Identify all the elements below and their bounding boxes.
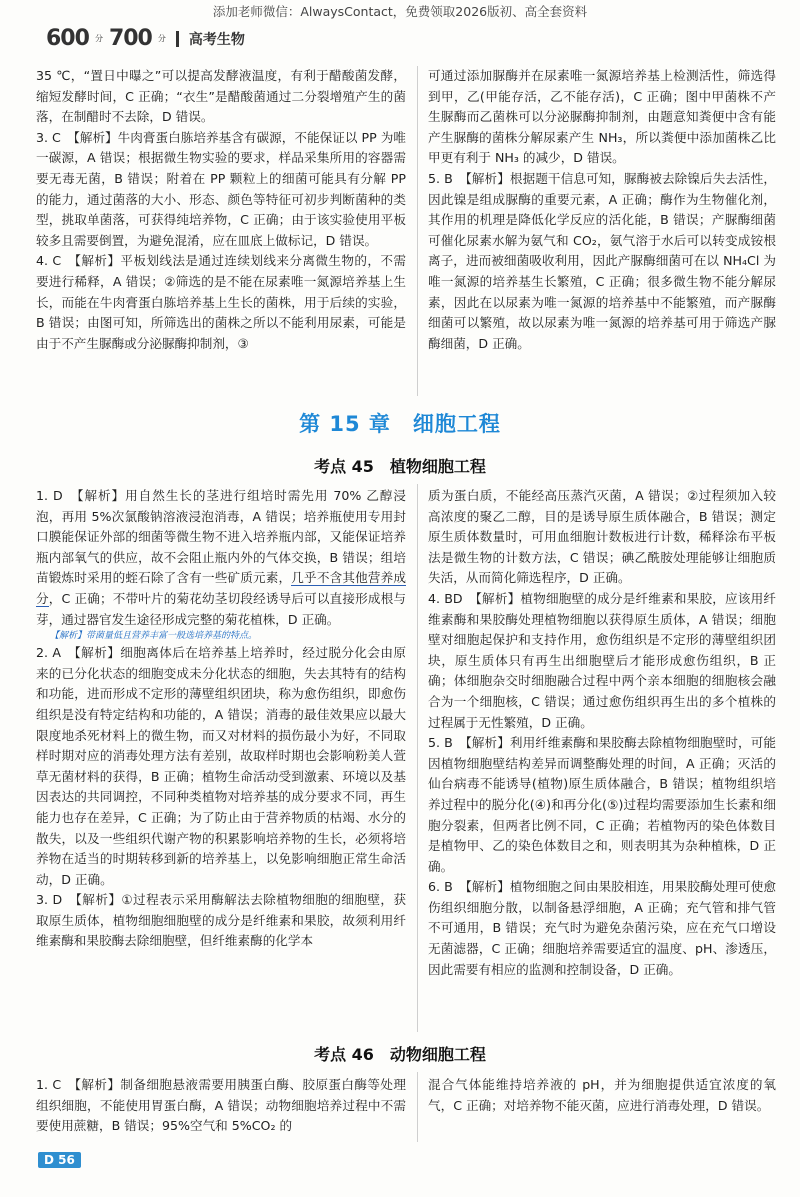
bottom-left-column [36,1075,406,1137]
answer-paragraph: 3. D 【解析】①过程表示采用酶解法去除植物细胞的细胞壁，获取原生质体，植物细胞细胞壁的成分是纤维素和果胶，故须利用纤维素酶和果胶酶去除细胞壁，但纤维素酶的化学本 [36,892,406,949]
answer-paragraph: 2. A 【解析】细胞离体后在培养基上培养时，经过脱分化会由原来的已分化状态的细胞变成未分化状态的细胞，失去其特有的结构和功能，进而形成不定形的薄壁组织团块，称为愈伤组织，即愈伤组织是没有特定结构和功能的，A 错误；消毒的最佳效果应以最大限度地杀死材料上的微生物，而又对材料的损伤最小为好，不同取样时期对应的消毒处理方法有差别，故取样时期也会影响粉美人萱草无菌材料的获得，B 正确；植物生命活动受到激素、环境以及基因表达的共同调控，不同种类植物对培养基的成分要求不同，再生能力也存在差异，C 正确；为了防止由于营养物质的枯竭、水分的散失，以及一些组织代谢产物的积累影响培养物的生长，必须将培养物在适当的时期转移到新的培养基上，以免影响细胞正常生命活动，D 正确。 [36,645,406,887]
answer-text: ，C 正确；不带叶片的菊花幼茎切段经诱导后可以直接形成根与芽，通过器官发生途径形成完整的菊花植株，D 正确。 [36,590,407,627]
answer-paragraph: 35 ℃，“置日中曝之”可以提高发酵液温度，有利于醋酸菌发酵，缩短发酵时间，C 正确；“衣生”是醋酸菌通过二分裂增殖产生的菌落，在制醋时不去除，D 错误。 [36,68,406,125]
brand-divider [176,31,179,47]
underlined-text: 几乎不含其他营养成分 [36,570,407,606]
answer-text: 1. D 【解析】用自然生长的茎进行组培时需先用 70% 乙醇浸泡，再用 5%次氯酸钠溶液浸泡消毒，A 错误；培养瓶使用专用封口膜能保证外部的细菌等微生物不进入培养瓶内部，又能保证培养瓶内部氧气的供应，故不会阻止瓶内外的气体交换，B 错误；组培苗锻炼时采用的蛭石除了含有一些矿质元素， [36,488,406,586]
brand-unit2: 分 [157,34,166,43]
answer-paragraph: 4. BD 【解析】植物细胞壁的成分是纤维素和果胶，应该用纤维素酶和果胶酶处理植物细胞以获得原生质体，A 错误；细胞壁对细胞起保护和支持作用，愈伤组织是不定形的薄壁组织团块，原生质体只有再生出细胞壁后才能形成愈伤组织，B 正确；体细胞杂交时细胞融合过程中两个亲本细胞的细胞核会融合为一个细胞核，C 错误；通过愈伤组织再生出的多个植株的过程属于无性繁殖，D 正确。 [428,590,776,730]
column-divider-top [417,66,418,396]
brand-subject: 高考生物 [188,31,245,48]
brand-score1: 600 [46,26,89,51]
answer-paragraph: 5. B 【解析】根据题干信息可知，脲酶被去除镍后失去活性，因此镍是组成脲酶的重要元素，A 正确；酶作为生物催化剂，其作用的机理是降低化学反应的活化能，B 错误；产脲酶细菌可催化尿素水解为氨气和 CO₂，氨气溶于水后可以转变成铵根离子，进而被细菌吸收利用，因此产脲酶细菌可在以 NH₄Cl 为唯一氮源的培养基生长繁殖，C 正确；很多微生物不能分解尿素，因此在以尿素为唯一氮源的培养基中不能繁殖，而产脲酶细菌可以繁殖，故以尿素为唯一氮源的培养基可用于筛选产脲酶细菌，D 正确。 [428,170,776,351]
answer-paragraph [36,486,406,630]
watermark: 添加老师微信：AlwaysContact，免费领取2026版初、高全套资料 [212,4,588,19]
column-divider-mid [417,484,418,1032]
column-divider-bottom [417,1072,418,1142]
top-right-column [428,66,776,354]
answer-paragraph: 可通过添加脲酶并在尿素唯一氮源培养基上检测活性，筛选得到甲，乙(甲能存活，乙不能存活)，C 正确；图中甲菌株不产生脲酶而乙菌株可以分泌脲酶抑制剂，由题意知粪便中含有能产生脲酶的菌株分解尿素产生 NH₃，所以粪便中添加菌株乙比甲更有利于 NH₃ 的减少，D 错误。 [428,68,776,166]
page-number: D 56 [38,1152,81,1168]
top-left-column [36,66,406,354]
handwritten-note: 【解析】带菌量低且营养丰富一般选培养基的特点。 [50,631,258,642]
chapter-title: 第 15 章 细胞工程 [299,412,501,436]
section-title-45: 考点 45 植物细胞工程 [314,457,486,476]
brand-score2: 700 [108,26,152,51]
answer-paragraph: 5. B 【解析】利用纤维素酶和果胶酶去除植物细胞壁时，可能因植物细胞壁结构差异而调整酶处理的时间，A 正确；灭活的仙台病毒不能诱导(植物)原生质体融合，B 错误；植物组织培养过程中的脱分化(④)和再分化(⑤)过程均需要添加生长素和细胞分裂素，但两者比例不同，C 正确；若植物丙的染色体数目是植物甲、乙的染色体数目之和，则表明其为杂种植株，D 正确。 [428,735,776,874]
answer-paragraph: 3. C 【解析】牛肉膏蛋白胨培养基含有碳源，不能保证以 PP 为唯一碳源，A 错误；根据微生物实验的要求，样品采集所用的容器需要无毒无菌，B 错误；附着在 PP 颗粒上的细菌可能具有分解 PP 的能力，通过菌落的大小、形态、颜色等特征可初步判断菌种的类型，挑取单菌落，可获得纯培养物，C 正确；由于该实验使用平板较多且需要倒置，为避免混淆，应在皿底上做标记，D 错误。 [36,129,406,248]
brand-logo [46,26,245,51]
answer-paragraph: 质为蛋白质，不能经高压蒸汽灭菌，A 错误；②过程须加入较高浓度的聚乙二醇，目的是诱导原生质体融合，B 错误；测定原生质体数量时，可用血细胞计数板进行计数，稀释涂布平板法是微生物的计数方法，C 错误；碘乙酰胺处理能够让细胞质失活，从而简化筛选程序，D 正确。 [428,488,776,586]
answer-paragraph: 混合气体能维持培养液的 pH，并为细胞提供适宜浓度的氧气，C 正确；对培养物不能灭菌，应进行消毒处理，D 错误。 [428,1077,776,1113]
section-title-46: 考点 46 动物细胞工程 [314,1045,486,1064]
mid-right-column [428,486,776,980]
brand-unit1: 分 [94,34,103,43]
answer-paragraph: 4. C 【解析】平板划线法是通过连续划线来分离微生物的，不需要进行稀释，A 错误；②筛选的是不能在尿素唯一氮源培养基上生长，而能在牛肉膏蛋白胨培养基上生长的菌株，用于后续的实验，B 错误；由图可知，所筛选出的菌株之所以不能利用尿素，可能是由于不产生脲酶或分泌脲酶抑制剂，③ [36,253,406,351]
mid-left-column [36,486,406,952]
answer-paragraph: 1. C 【解析】制备细胞悬液需要用胰蛋白酶、胶原蛋白酶等处理组织细胞，不能使用胃蛋白酶，A 错误；动物细胞培养过程中不需要使用蔗糖，B 错误；95%空气和 5%CO₂ 的 [36,1077,406,1134]
answer-paragraph: 6. B 【解析】植物细胞之间由果胶相连，用果胶酶处理可使愈伤组织细胞分散，以制备悬浮细胞，A 正确；充气管和排气管不可通用，B 错误；充气时为避免杂菌污染，应在充气口增设无菌滤器，C 正确；细胞培养需要适宜的温度、pH、渗透压，因此需要有相应的监测和控制设备，D 正确。 [428,879,776,977]
bottom-right-column [428,1075,776,1116]
